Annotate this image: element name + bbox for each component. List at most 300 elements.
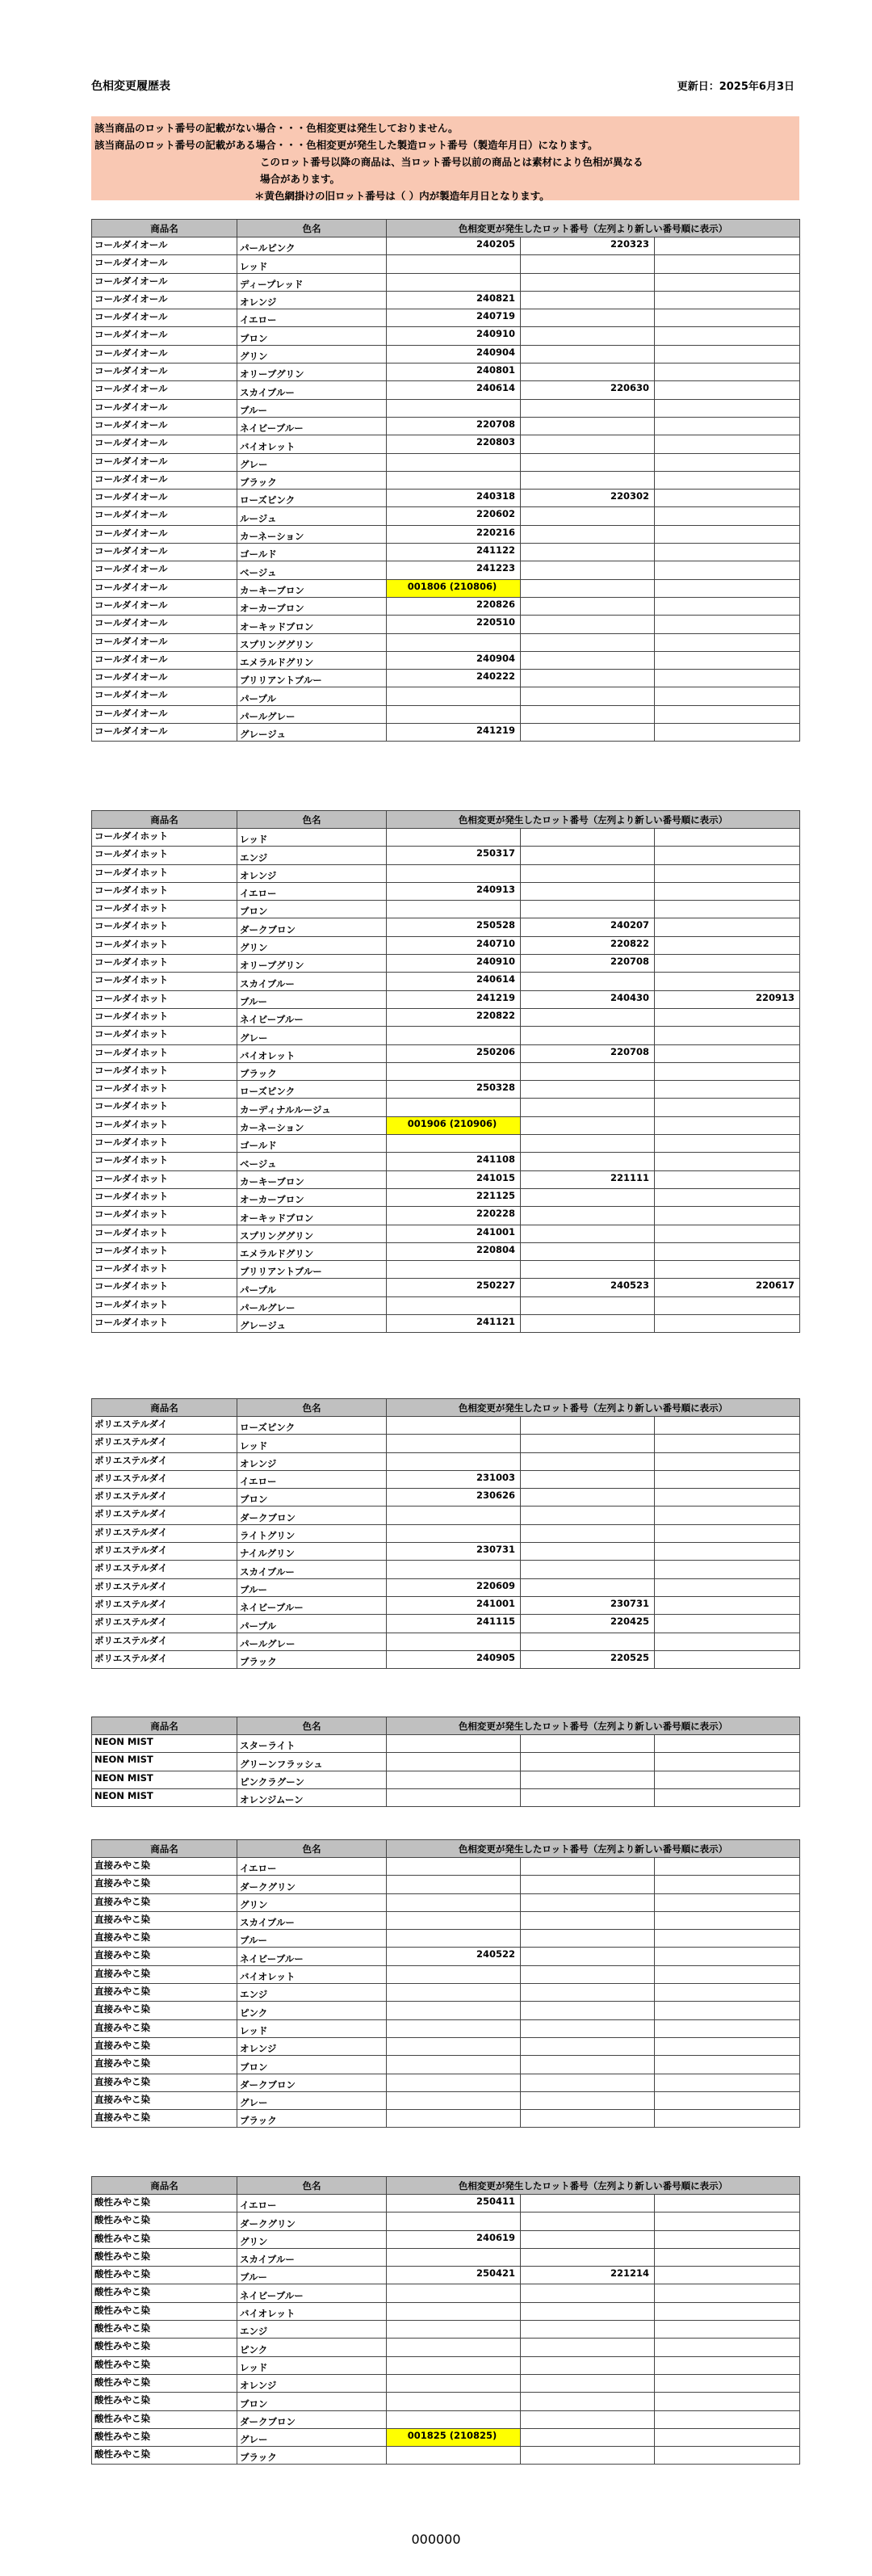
product-name: 酸性みやこ染 [92,2213,237,2230]
lot-number-3 [655,471,800,489]
lot-number-1 [387,1753,521,1771]
color-name: エンジ [237,847,387,864]
color-name: エメラルドグリン [237,651,387,669]
table-row [92,1948,800,1965]
product-name: 直接みやこ染 [92,2002,237,2019]
table-row [92,2374,800,2392]
lot-number-1: 241001 [387,1225,521,1242]
lot-number-3 [655,2230,800,2248]
lot-number-3 [655,1027,800,1044]
lot-number-3 [655,2110,800,2128]
product-name: コールダイホット [92,1027,237,1044]
product-name: 酸性みやこ染 [92,2393,237,2410]
table-row [92,616,800,633]
lot-number-3 [655,2056,800,2074]
color-name: ピンクラグーン [237,1771,387,1788]
table-row [92,705,800,723]
lot-number-2 [521,273,655,291]
lot-number-2 [521,1099,655,1116]
table-row [92,1188,800,1206]
color-name: イエロー [237,882,387,900]
lot-number-2 [521,724,655,742]
product-name: 直接みやこ染 [92,2110,237,2128]
lot-number-1 [387,1930,521,1948]
lot-number-2 [521,2002,655,2019]
color-name: エンジ [237,2321,387,2339]
color-name: カーネーション [237,525,387,543]
lot-number-3 [655,2356,800,2374]
table-row [92,1081,800,1099]
lot-number-3 [655,1008,800,1026]
lot-number-1 [387,1435,521,1452]
product-name: 酸性みやこ染 [92,2410,237,2428]
header-color: 色名 [237,1840,387,1858]
lot-number-2 [521,1008,655,1026]
lot-number-2: 221214 [521,2267,655,2284]
lot-number-3 [655,882,800,900]
table-row [92,273,800,291]
lot-number-3 [655,2267,800,2284]
table-header-row [92,1717,800,1735]
color-name: レッド [237,1435,387,1452]
lot-number-3 [655,901,800,918]
lot-number-2 [521,2447,655,2465]
lot-number-3 [655,633,800,651]
lot-number-1: 241108 [387,1153,521,1170]
product-name: コールダイオール [92,327,237,345]
header-lot: 色相変更が発生したロット番号（左列より新しい番号順に表示） [387,220,800,237]
lot-number-1 [387,2410,521,2428]
lot-number-3 [655,2284,800,2302]
lot-number-2 [521,345,655,363]
table-row [92,1543,800,1561]
header-color: 色名 [237,1399,387,1417]
color-name: バイオレット [237,1965,387,1983]
table-row [92,1578,800,1596]
updated-date: 更新日：2025年6月3日 [677,81,794,93]
product-name: コールダイホット [92,973,237,990]
lot-number-2 [521,327,655,345]
product-name: 酸性みやこ染 [92,2230,237,2248]
color-name: グレージュ [237,724,387,742]
lot-number-3 [655,1615,800,1633]
lot-number-3 [655,2002,800,2019]
lot-number-1 [387,1452,521,1470]
lot-number-3 [655,544,800,561]
lot-number-2 [521,2428,655,2446]
product-name: 酸性みやこ染 [92,2284,237,2302]
product-name: 酸性みやこ染 [92,2374,237,2392]
table-header-row [92,220,800,237]
product-name: コールダイオール [92,544,237,561]
lot-number-3 [655,651,800,669]
lot-number-2 [521,2374,655,2392]
lot-number-2 [521,2230,655,2248]
color-name: スカイブルー [237,973,387,990]
lot-number-3 [655,363,800,381]
product-name: コールダイホット [92,1116,237,1134]
product-name: コールダイホット [92,1261,237,1279]
table-row [92,1893,800,1911]
color-name: レッド [237,2019,387,2037]
lot-number-2: 220822 [521,936,655,954]
lot-number-3 [655,507,800,525]
color-name: ブラック [237,2447,387,2465]
product-name: 直接みやこ染 [92,2074,237,2091]
lot-number-2 [521,1507,655,1524]
lot-number-2 [521,309,655,327]
product-name: コールダイオール [92,471,237,489]
lot-number-1: 240910 [387,327,521,345]
table-row [92,490,800,507]
lot-number-1: 001825 (210825) [387,2428,521,2446]
table-row [92,1615,800,1633]
lot-number-1 [387,633,521,651]
lot-number-1 [387,1984,521,2002]
product-name: コールダイオール [92,363,237,381]
table-row [92,1753,800,1771]
lot-number-3 [655,1507,800,1524]
table-row [92,1858,800,1876]
lot-table-direct-miyako [91,1839,800,2128]
table-row [92,2321,800,2339]
table-row [92,255,800,273]
table-row [92,2230,800,2248]
product-name: コールダイホット [92,882,237,900]
color-name: オーキッドブロン [237,616,387,633]
lot-number-3 [655,829,800,847]
header-product: 商品名 [92,811,237,829]
color-name: ネイビーブルー [237,417,387,435]
lot-number-1: 241219 [387,724,521,742]
table-row [92,1062,800,1080]
table-row [92,417,800,435]
lot-number-1: 240318 [387,490,521,507]
product-name: 直接みやこ染 [92,2056,237,2074]
lot-number-2 [521,2074,655,2091]
table-row [92,1911,800,1929]
product-name: コールダイホット [92,1062,237,1080]
lot-number-1 [387,1876,521,1893]
lot-number-1: 240522 [387,1948,521,1965]
table-row [92,864,800,882]
product-name: コールダイホット [92,1242,237,1260]
table-row [92,2267,800,2284]
product-name: コールダイホット [92,1296,237,1314]
lot-number-1: 250411 [387,2195,521,2213]
lot-number-3 [655,291,800,309]
lot-number-1: 250317 [387,847,521,864]
product-name: コールダイホット [92,864,237,882]
color-name: ダークグリン [237,2213,387,2230]
table-row [92,2428,800,2446]
product-name: ポリエステルダイ [92,1650,237,1668]
lot-number-3 [655,1650,800,1668]
notice-line-4: 場合があります。 [260,173,341,185]
product-name: コールダイオール [92,237,237,255]
lot-number-1 [387,273,521,291]
product-name: コールダイオール [92,453,237,471]
lot-number-2 [521,1435,655,1452]
color-name: オリーブグリン [237,363,387,381]
table-row [92,544,800,561]
table-row [92,597,800,615]
table-row [92,1153,800,1170]
lot-number-1 [387,2002,521,2019]
color-name: ブロン [237,901,387,918]
color-name: ブリリアントブルー [237,1261,387,1279]
product-name: コールダイホット [92,1279,237,1296]
lot-number-3 [655,1735,800,1753]
product-name: NEON MIST [92,1753,237,1771]
lot-number-1: 220822 [387,1008,521,1026]
table-row [92,955,800,973]
table-row [92,507,800,525]
header-product: 商品名 [92,1840,237,1858]
color-name: ブロン [237,2393,387,2410]
table-row [92,1876,800,1893]
table-row [92,1489,800,1507]
lot-number-3 [655,2213,800,2230]
lot-number-1 [387,2393,521,2410]
lot-number-2 [521,597,655,615]
product-name: コールダイホット [92,1315,237,1333]
lot-number-1: 250421 [387,2267,521,2284]
color-name: オーキッドブロン [237,1207,387,1225]
lot-number-2 [521,1788,655,1806]
lot-number-2 [521,1417,655,1435]
lot-number-1 [387,1771,521,1788]
lot-number-3 [655,327,800,345]
lot-number-1 [387,1633,521,1650]
table-row [92,471,800,489]
color-name: グリン [237,345,387,363]
color-name: パープル [237,687,387,705]
notice-line-1: 該当商品のロット番号の記載がない場合・・・色相変更は発生しておりません。 [94,122,459,134]
color-name: ライトグリン [237,1524,387,1542]
lot-number-1 [387,1561,521,1578]
lot-number-2 [521,1965,655,1983]
color-name: オレンジ [237,864,387,882]
lot-number-1: 220708 [387,417,521,435]
lot-number-2: 240430 [521,990,655,1008]
lot-number-2 [521,1543,655,1561]
table-row [92,1008,800,1026]
lot-number-3 [655,579,800,597]
lot-number-3 [655,2321,800,2339]
lot-number-2 [521,901,655,918]
table-row [92,2056,800,2074]
table-row [92,1170,800,1188]
table-row [92,1279,800,1296]
notice-box [91,116,799,200]
product-name: 酸性みやこ染 [92,2267,237,2284]
table-row [92,237,800,255]
lot-number-3 [655,1858,800,1876]
lot-number-3 [655,2248,800,2266]
color-name: ローズピンク [237,490,387,507]
table-header-row [92,811,800,829]
color-name: パールグレー [237,1633,387,1650]
product-name: 直接みやこ染 [92,2019,237,2037]
table-row [92,1417,800,1435]
table-row [92,1044,800,1062]
product-name: 直接みやこ染 [92,1911,237,1929]
table-row [92,1771,800,1788]
lot-number-2 [521,1242,655,1260]
lot-number-1: 250227 [387,1279,521,1296]
header-lot: 色相変更が発生したロット番号（左列より新しい番号順に表示） [387,1399,800,1417]
lot-number-1: 231003 [387,1470,521,1488]
color-name: ブラック [237,1062,387,1080]
color-name: カーネーション [237,1116,387,1134]
color-name: ダークグリン [237,1876,387,1893]
header-color: 色名 [237,1717,387,1735]
lot-number-3 [655,1170,800,1188]
lot-number-2 [521,525,655,543]
lot-number-1 [387,1788,521,1806]
color-name: エメラルドグリン [237,1242,387,1260]
notice-line-5: ＊黄色網掛けの旧ロット番号は（ ）内が製造年月日となります。 [254,190,550,202]
lot-number-1: 240205 [387,237,521,255]
lot-number-1 [387,471,521,489]
notice-line-3: このロット番号以降の商品は、当ロット番号以前の商品とは素材により色相が異なる [260,156,644,168]
lot-number-1 [387,1261,521,1279]
color-name: ブルー [237,399,387,417]
lot-table-acid-miyako [91,2176,800,2465]
lot-number-3 [655,1911,800,1929]
table-row [92,2447,800,2465]
lot-number-1 [387,2374,521,2392]
lot-number-2 [521,2284,655,2302]
lot-number-3 [655,1417,800,1435]
lot-number-1 [387,1524,521,1542]
lot-number-1 [387,1135,521,1153]
color-name: レッド [237,2356,387,2374]
lot-number-2 [521,579,655,597]
color-name: ゴールド [237,1135,387,1153]
lot-number-1: 240821 [387,291,521,309]
table-header-row [92,1840,800,1858]
product-name: コールダイホット [92,955,237,973]
color-name: カーキーブロン [237,1170,387,1188]
lot-number-2: 220525 [521,1650,655,1668]
table-row [92,1099,800,1116]
lot-number-3: 220617 [655,1279,800,1296]
color-name: ダークブロン [237,2074,387,2091]
color-name: グリーンフラッシュ [237,1753,387,1771]
lot-number-2 [521,1470,655,1488]
color-name: オーカーブロン [237,1188,387,1206]
table-row [92,309,800,327]
lot-number-3: 220913 [655,990,800,1008]
lot-number-1 [387,2074,521,2091]
color-name: ダークブロン [237,2410,387,2428]
lot-number-3 [655,1753,800,1771]
table-row [92,1242,800,1260]
table-row [92,1435,800,1452]
lot-number-1: 220803 [387,435,521,453]
lot-number-3 [655,2428,800,2446]
lot-number-1 [387,2019,521,2037]
table-row [92,2410,800,2428]
product-name: 直接みやこ染 [92,1965,237,1983]
lot-number-2 [521,507,655,525]
table-row [92,1315,800,1333]
table-row [92,2002,800,2019]
color-name: スターライト [237,1735,387,1753]
lot-number-1: 240614 [387,973,521,990]
table-row [92,651,800,669]
product-name: ポリエステルダイ [92,1578,237,1596]
color-name: ネイビーブルー [237,1948,387,1965]
table-row [92,1225,800,1242]
lot-number-1: 240719 [387,309,521,327]
lot-number-3 [655,381,800,399]
color-name: オレンジ [237,2374,387,2392]
lot-number-3 [655,1596,800,1614]
lot-number-3 [655,847,800,864]
table-row [92,1207,800,1225]
lot-number-3 [655,1788,800,1806]
lot-number-3 [655,1876,800,1893]
lot-number-1: 240904 [387,651,521,669]
product-name: ポリエステルダイ [92,1417,237,1435]
product-name: コールダイオール [92,507,237,525]
product-name: コールダイホット [92,1135,237,1153]
product-name: ポリエステルダイ [92,1543,237,1561]
lot-number-2 [521,544,655,561]
lot-number-1 [387,2321,521,2339]
lot-number-1: 240710 [387,936,521,954]
table-row [92,1788,800,1806]
lot-number-2 [521,973,655,990]
product-name: 酸性みやこ染 [92,2195,237,2213]
table-row [92,435,800,453]
color-name: ダークブロン [237,1507,387,1524]
lot-number-1: 220804 [387,1242,521,1260]
lot-table-polyester-dye [91,1398,800,1669]
lot-number-3 [655,1470,800,1488]
product-name: コールダイオール [92,651,237,669]
lot-number-3 [655,435,800,453]
product-name: コールダイオール [92,597,237,615]
lot-number-2: 220630 [521,381,655,399]
notice-line-2: 該当商品のロット番号の記載がある場合・・・色相変更が発生した製造ロット番号（製造年月日）になります。 [94,139,598,151]
lot-number-1: 230626 [387,1489,521,1507]
table-row [92,2019,800,2037]
lot-number-3 [655,490,800,507]
lot-number-3 [655,453,800,471]
lot-number-3 [655,1524,800,1542]
lot-number-2 [521,1315,655,1333]
lot-number-1: 220510 [387,616,521,633]
table-row [92,882,800,900]
product-name: 酸性みやこ染 [92,2302,237,2320]
lot-number-1: 220216 [387,525,521,543]
color-name: オレンジ [237,2037,387,2055]
product-name: コールダイホット [92,1008,237,1026]
table-header-row [92,2177,800,2195]
table-row [92,633,800,651]
lot-number-3 [655,1296,800,1314]
color-name: ローズピンク [237,1081,387,1099]
color-name: イエロー [237,309,387,327]
header-color: 色名 [237,220,387,237]
lot-number-2 [521,1452,655,1470]
lot-number-1: 220609 [387,1578,521,1596]
product-name: NEON MIST [92,1735,237,1753]
